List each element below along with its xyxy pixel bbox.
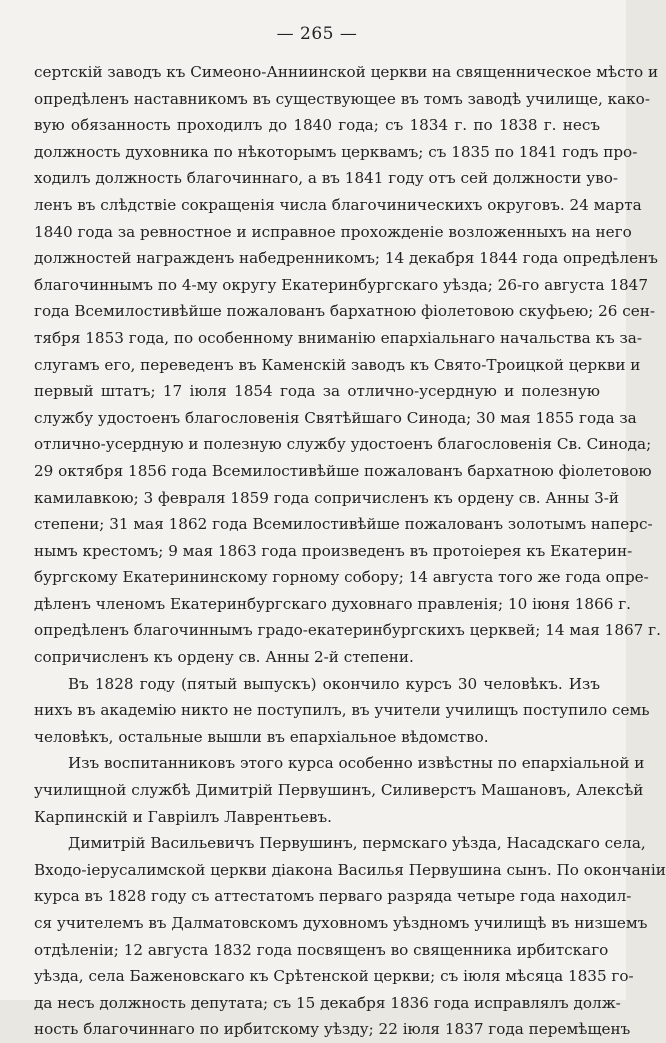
text-line: ся учителемъ въ Далматовскомъ духовномъ уѣздномъ училищѣ въ низшемъ (34, 914, 648, 932)
text-line: степени; 31 мая 1862 года Всемилостивѣйше пожалованъ золотымъ наперс- (34, 515, 653, 534)
text-line: года Всемилостивѣйше пожалованъ бархатною фіолетовою скуфьею; 26 сен- (34, 302, 656, 321)
text-line: курса въ 1828 году съ аттестатомъ перваго разряда четыре года находил- (34, 887, 632, 906)
text-line: бургскому Екатерининскому горному собору; 14 августа того же года опре- (34, 568, 649, 587)
text-line: благочиннымъ по 4-му округу Екатеринбургскаго уѣзда; 26-го августа 1847 (34, 275, 649, 294)
text-line: уѣзда, села Баженовскаго къ Срѣтенской церкви; съ іюля мѣсяца 1835 го- (34, 967, 634, 986)
text-line: человѣкъ, остальные вышли въ епархіальное вѣдомство. (34, 727, 489, 746)
text-line: вую обязанность проходилъ до 1840 года; съ 1834 г. по 1838 г. несъ (34, 116, 600, 135)
text-line: сертскій заводъ къ Симеоно-Анниинской церкви на священническое мѣсто и (34, 63, 659, 81)
text-line: сопричисленъ къ ордену св. Анны 2-й степени. (34, 648, 414, 667)
text-line: отдѣленіи; 12 августа 1832 года посвященъ во священника ирбитскаго (34, 940, 609, 959)
text-line: училищной службѣ Димитрій Первушинъ, Силиверстъ Машановъ, Алексѣй (34, 781, 644, 800)
text-line: камилавкою; 3 февраля 1859 года сопричисленъ къ ордену св. Анны 3-й (34, 488, 620, 507)
text-line: ность благочиннаго по ирбитскому уѣзду; 22 іюля 1837 года перемѣщенъ (34, 1020, 631, 1039)
text-line: службу удостоенъ благословенія Святѣйшаго Синода; 30 мая 1855 года за (34, 408, 637, 427)
text-line: слугамъ его, переведенъ въ Каменскій заводъ къ Свято-Троицкой церкви и (34, 355, 641, 374)
page-number: — 265 — (276, 24, 358, 44)
text-line: дѣленъ членомъ Екатеринбургскаго духовнаго правленія; 10 іюня 1866 г. (34, 594, 632, 613)
text-line: 29 октября 1856 года Всемилостивѣйше пожалованъ бархатною фіолетовою (34, 461, 652, 480)
text-line: нымъ крестомъ; 9 мая 1863 года произведенъ въ протоіерея къ Екатерин- (34, 541, 633, 560)
paragraph-2 (34, 671, 650, 751)
text-line: опредѣленъ наставникомъ въ существующее въ томъ заводѣ училище, како- (34, 89, 650, 108)
text-line: опредѣленъ благочиннымъ градо-екатеринбургскихъ церквей; 14 мая 1867 г. (34, 621, 661, 640)
text-line: тября 1853 года, по особенному вниманію епархіальнаго начальства къ за- (34, 328, 642, 347)
text-line: нихъ въ академію никто не поступилъ, въ учители училищъ поступило семь (34, 701, 650, 720)
text-line: да несъ должность депутата; съ 15 декабря 1836 года исправлялъ долж- (34, 993, 621, 1012)
text-line: Въ 1828 году (пятый выпускъ) окончило курсъ 30 человѣкъ. Изъ (68, 674, 600, 693)
text-line: должность духовника по нѣкоторымъ церквамъ; съ 1835 по 1841 годъ про- (34, 142, 638, 161)
text-line: ленъ въ слѣдствіе сокращенія числа благочиническихъ округовъ. 24 марта (34, 195, 642, 214)
text-line: ходилъ должность благочиннаго, а въ 1841 году отъ сей должности уво- (34, 169, 618, 188)
paragraph-4 (34, 830, 666, 1043)
text-line: Входо-іерусалимской церкви діакона Василья Первушина сынъ. По окончаніи (34, 860, 666, 879)
text-line: отлично-усердную и полезную службу удостоенъ благословенія Св. Синода; (34, 435, 652, 454)
text-line: Димитрій Васильевичъ Первушинъ, пермскаго уѣзда, Насадскаго села, (68, 834, 646, 853)
paragraph-1 (34, 59, 661, 671)
page-body (34, 59, 666, 1043)
text-line: 1840 года за ревностное и исправное прохожденіе возложенныхъ на него (34, 222, 632, 241)
text-line: должностей награжденъ набедренникомъ; 14 декабря 1844 года опредѣленъ (34, 249, 658, 268)
text-line: Карпинскій и Гавріилъ Лаврентьевъ. (34, 807, 332, 826)
paragraph-3 (34, 750, 645, 830)
text-line: первый штатъ; 17 іюля 1854 года за отлично-усердную и полезную (34, 382, 600, 401)
text-line: Изъ воспитанниковъ этого курса особенно извѣстны по епархіальной и (68, 754, 645, 773)
